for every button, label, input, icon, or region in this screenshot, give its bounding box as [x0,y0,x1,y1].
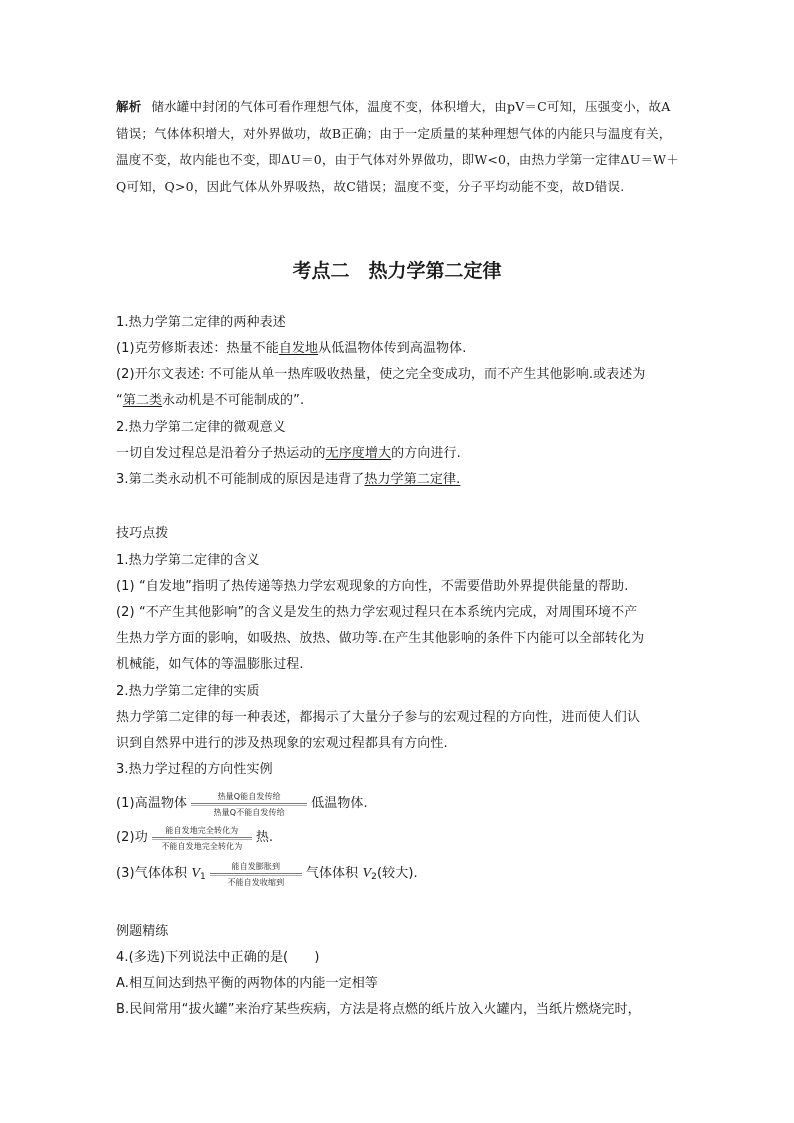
subscript: 1 [200,872,206,882]
option-b: B.民间常用“拔火罐”来治疗某些疾病，方法是将点燃的纸片放入火罐内，当纸片燃烧完时， [116,1002,641,1017]
analysis-label: 解析 [116,99,142,114]
text: 低温物体. [311,796,368,811]
text: 永动机是不可能制成的”. [162,393,305,408]
text: 热. [255,830,274,845]
text: (1)高温物体 [116,796,188,811]
text: 从低温物体传到高温物体. [318,341,467,356]
tips-t1-p1: (1) “自发地”指明了热传递等热力学宏观现象的方向性，不需要借助外界提供能量的帮助. [116,579,629,594]
option-a: A.相互间达到热平衡的两物体的内能一定相等 [116,976,378,991]
arrow-line [210,873,302,874]
double-arrow [189,791,309,817]
underlined-term: 热力学第二定律. [364,472,461,487]
tips-title: 技巧点拨 [116,526,169,541]
text: (2)功 [116,830,148,845]
text: “ [116,393,123,408]
text: (较大). [376,866,418,881]
tips-t3: 3.热力学过程的方向性实例 [116,762,273,777]
arrow-bottom-label: 不能自发地完全转化为 [161,841,243,851]
arrow-line [152,839,252,840]
text: 的方向进行. [391,446,461,461]
example-3 [116,861,418,887]
arrow-top-label: 能自发膨胀到 [231,861,281,871]
example-1 [116,791,368,817]
tips-t2: 2.热力学第二定律的实质 [116,684,260,699]
analysis-text: 储水罐中封闭的气体可看作理想气体，温度不变，体积增大，由pV＝C可知，压强变小，故A错误；气体体积增大，对外界做功，故B正确；由于一定质量的某种理想气体的内能只与温度有关，温度不变，故内能也不变，即ΔU＝0，由于气体对外界做功，即W<0，由热力学第一定律ΔU＝W＋Q可知，Q>0，因此气体从外界吸热，故C错误；温度不变，分子平均动能不变，故D错误. [116,99,679,194]
text: 气体体积 [305,866,359,881]
tips-t1-p2-l2: 生热力学方面的影响，如吸热、放热、做功等.在产生其他影响的条件下内能可以全部转化为 [116,631,645,646]
underlined-term: 无序度增大 [325,446,392,461]
arrow-line [210,875,302,876]
s3-text [116,468,460,487]
text: (1)克劳修斯表述：热量不能 [116,341,279,356]
s1-kelvin: (2)开尔文表述: 不可能从单一热库吸收热量，使之完全变成功，而不产生其他影响.或表述为 [116,367,646,382]
analysis-paragraph [116,94,682,200]
arrow-bottom-label: 热量Q不能自发传给 [213,807,285,817]
arrow-line [152,837,252,838]
s2-text [116,442,461,461]
arrow-top-label: 能自发地完全转化为 [165,825,239,835]
text: 一切自发过程总是沿着分子热运动的 [116,446,326,461]
text: (3)气体体积 [116,866,188,881]
variable: V [362,866,372,881]
s1-clausius [116,337,466,356]
example-2 [116,825,274,851]
underlined-term: 自发地 [278,341,319,356]
arrow-top-label: 热量Q能自发传给 [217,791,281,801]
variable: V [191,866,201,881]
s1-kelvin-cont [116,389,304,408]
double-arrow [208,861,304,887]
example-title: 例题精练 [116,924,169,939]
tips-t1: 1.热力学第二定律的含义 [116,553,260,568]
text: 3.第二类永动机不可能制成的原因是违背了 [116,472,365,487]
tips-t1-p2-l3: 机械能，如气体的等温膨胀过程. [116,657,304,672]
arrow-bottom-label: 不能自发收缩到 [227,877,285,887]
tips-t2-l2: 识到自然界中进行的涉及热现象的宏观过程都具有方向性. [116,736,448,751]
subscript: 2 [371,872,377,882]
tips-t2-l1: 热力学第二定律的每一种表述，都揭示了大量分子参与的宏观过程的方向性，进而使人们认 [116,710,641,725]
question-4: 4.(多选)下列说法中正确的是( ) [116,950,320,965]
s2-title: 2.热力学第二定律的微观意义 [116,420,286,435]
tips-t1-p2-l1: (2) “不产生其他影响”的含义是发生的热力学宏观过程只在本系统内完成，对周围环境不产 [116,605,638,620]
section-title: 考点二 热力学第二定律 [292,260,502,282]
double-arrow [150,825,254,851]
s1-title: 1.热力学第二定律的两种表述 [116,315,286,330]
arrow-line [191,803,307,804]
arrow-line [191,805,307,806]
underlined-term: 第二类 [122,393,163,408]
